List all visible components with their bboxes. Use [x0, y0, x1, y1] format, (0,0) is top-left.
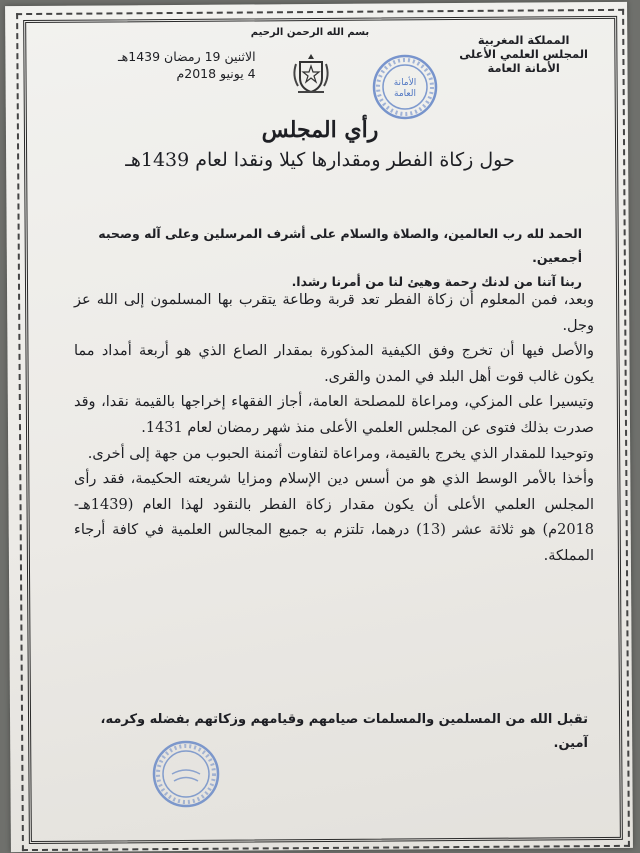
intro-line-2: ربنا آتنا من لدنك رحمة وهيئ لنا من أمرنا رشدا. [291, 274, 582, 289]
basmala: بسم الله الرحمن الرحيم [250, 27, 370, 38]
org-line-country: المملكة المغربية [477, 33, 570, 47]
opening-invocation [62, 222, 582, 294]
secretary-stamp-icon [150, 738, 222, 814]
organization-header [459, 33, 588, 75]
body-paragraph-4: وتوحيدا للمقدار الذي يخرج بالقيمة، ومراعاة لتفاوت أثمنة الحبوب من جهة إلى أخرى. [87, 445, 594, 462]
body-paragraph-2: والأصل فيها أن تخرج وفق الكيفية المذكورة بمقدار الصاع الذي هو أربعة أمداد مما يكون غالب قوت أهل البلد في المدن والقرى. [74, 343, 594, 385]
body-paragraph-3: وتيسيرا على المزكي، ومراعاة للمصلحة العامة، أجاز الفقهاء إخراجها بالقيمة نقدا، وقد صدرت بذلك فتوى عن المجلس العلمي الأعلى منذ شهر رمضان لعام 1431. [74, 394, 594, 436]
org-line-secretariat: الأمانة العامة [487, 61, 560, 75]
hijri-date: الاثنين 19 رمضان 1439هـ [118, 49, 256, 64]
gregorian-date: 4 يونيو 2018م [176, 66, 256, 81]
title-line-1: رأي المجلس [261, 117, 379, 143]
closing-prayer [68, 708, 588, 756]
closing-line-2: آمين. [553, 736, 588, 751]
body-paragraph-1: وبعد، فمن المعلوم أن زكاة الفطر تعد قربة وطاعة يتقرب بها المسلمون إلى الله عز وجل. [74, 292, 594, 334]
title-line-2: حول زكاة الفطر ومقدارها كيلا ونقدا لعام 1439هـ [125, 149, 515, 171]
date-block [118, 48, 256, 82]
document-title [100, 115, 540, 175]
stamp-text-line2: العامة [394, 89, 416, 99]
org-line-council: المجلس العلمي الأعلى [459, 47, 588, 61]
body-paragraph-5: وأخذا بالأمر الوسط الذي هو من أسس دين الإسلام ومزايا شريعته الحكيمة، فقد رأى المجلس العلمي الأعلى أن يكون مقدار زكاة الفطر بالنقود لهذا العام (1439هـ- 2018م) هو ثلاثة عشر (13) درهما، تلتزم به جميع المجالس العلمية في كافة أرجاء المملكة. [74, 471, 594, 564]
intro-line-1: الحمد لله رب العالمين، والصلاة والسلام على أشرف المرسلين وعلى آله وصحبه أجمعين. [98, 226, 582, 265]
coat-of-arms-icon [290, 50, 332, 100]
document-body [74, 288, 594, 570]
closing-line-1: تقبل الله من المسلمين والمسلمات صيامهم وقيامهم وزكاتهم بفضله وكرمه، [100, 712, 588, 727]
stamp-text-line1: الأمانة [393, 78, 417, 88]
